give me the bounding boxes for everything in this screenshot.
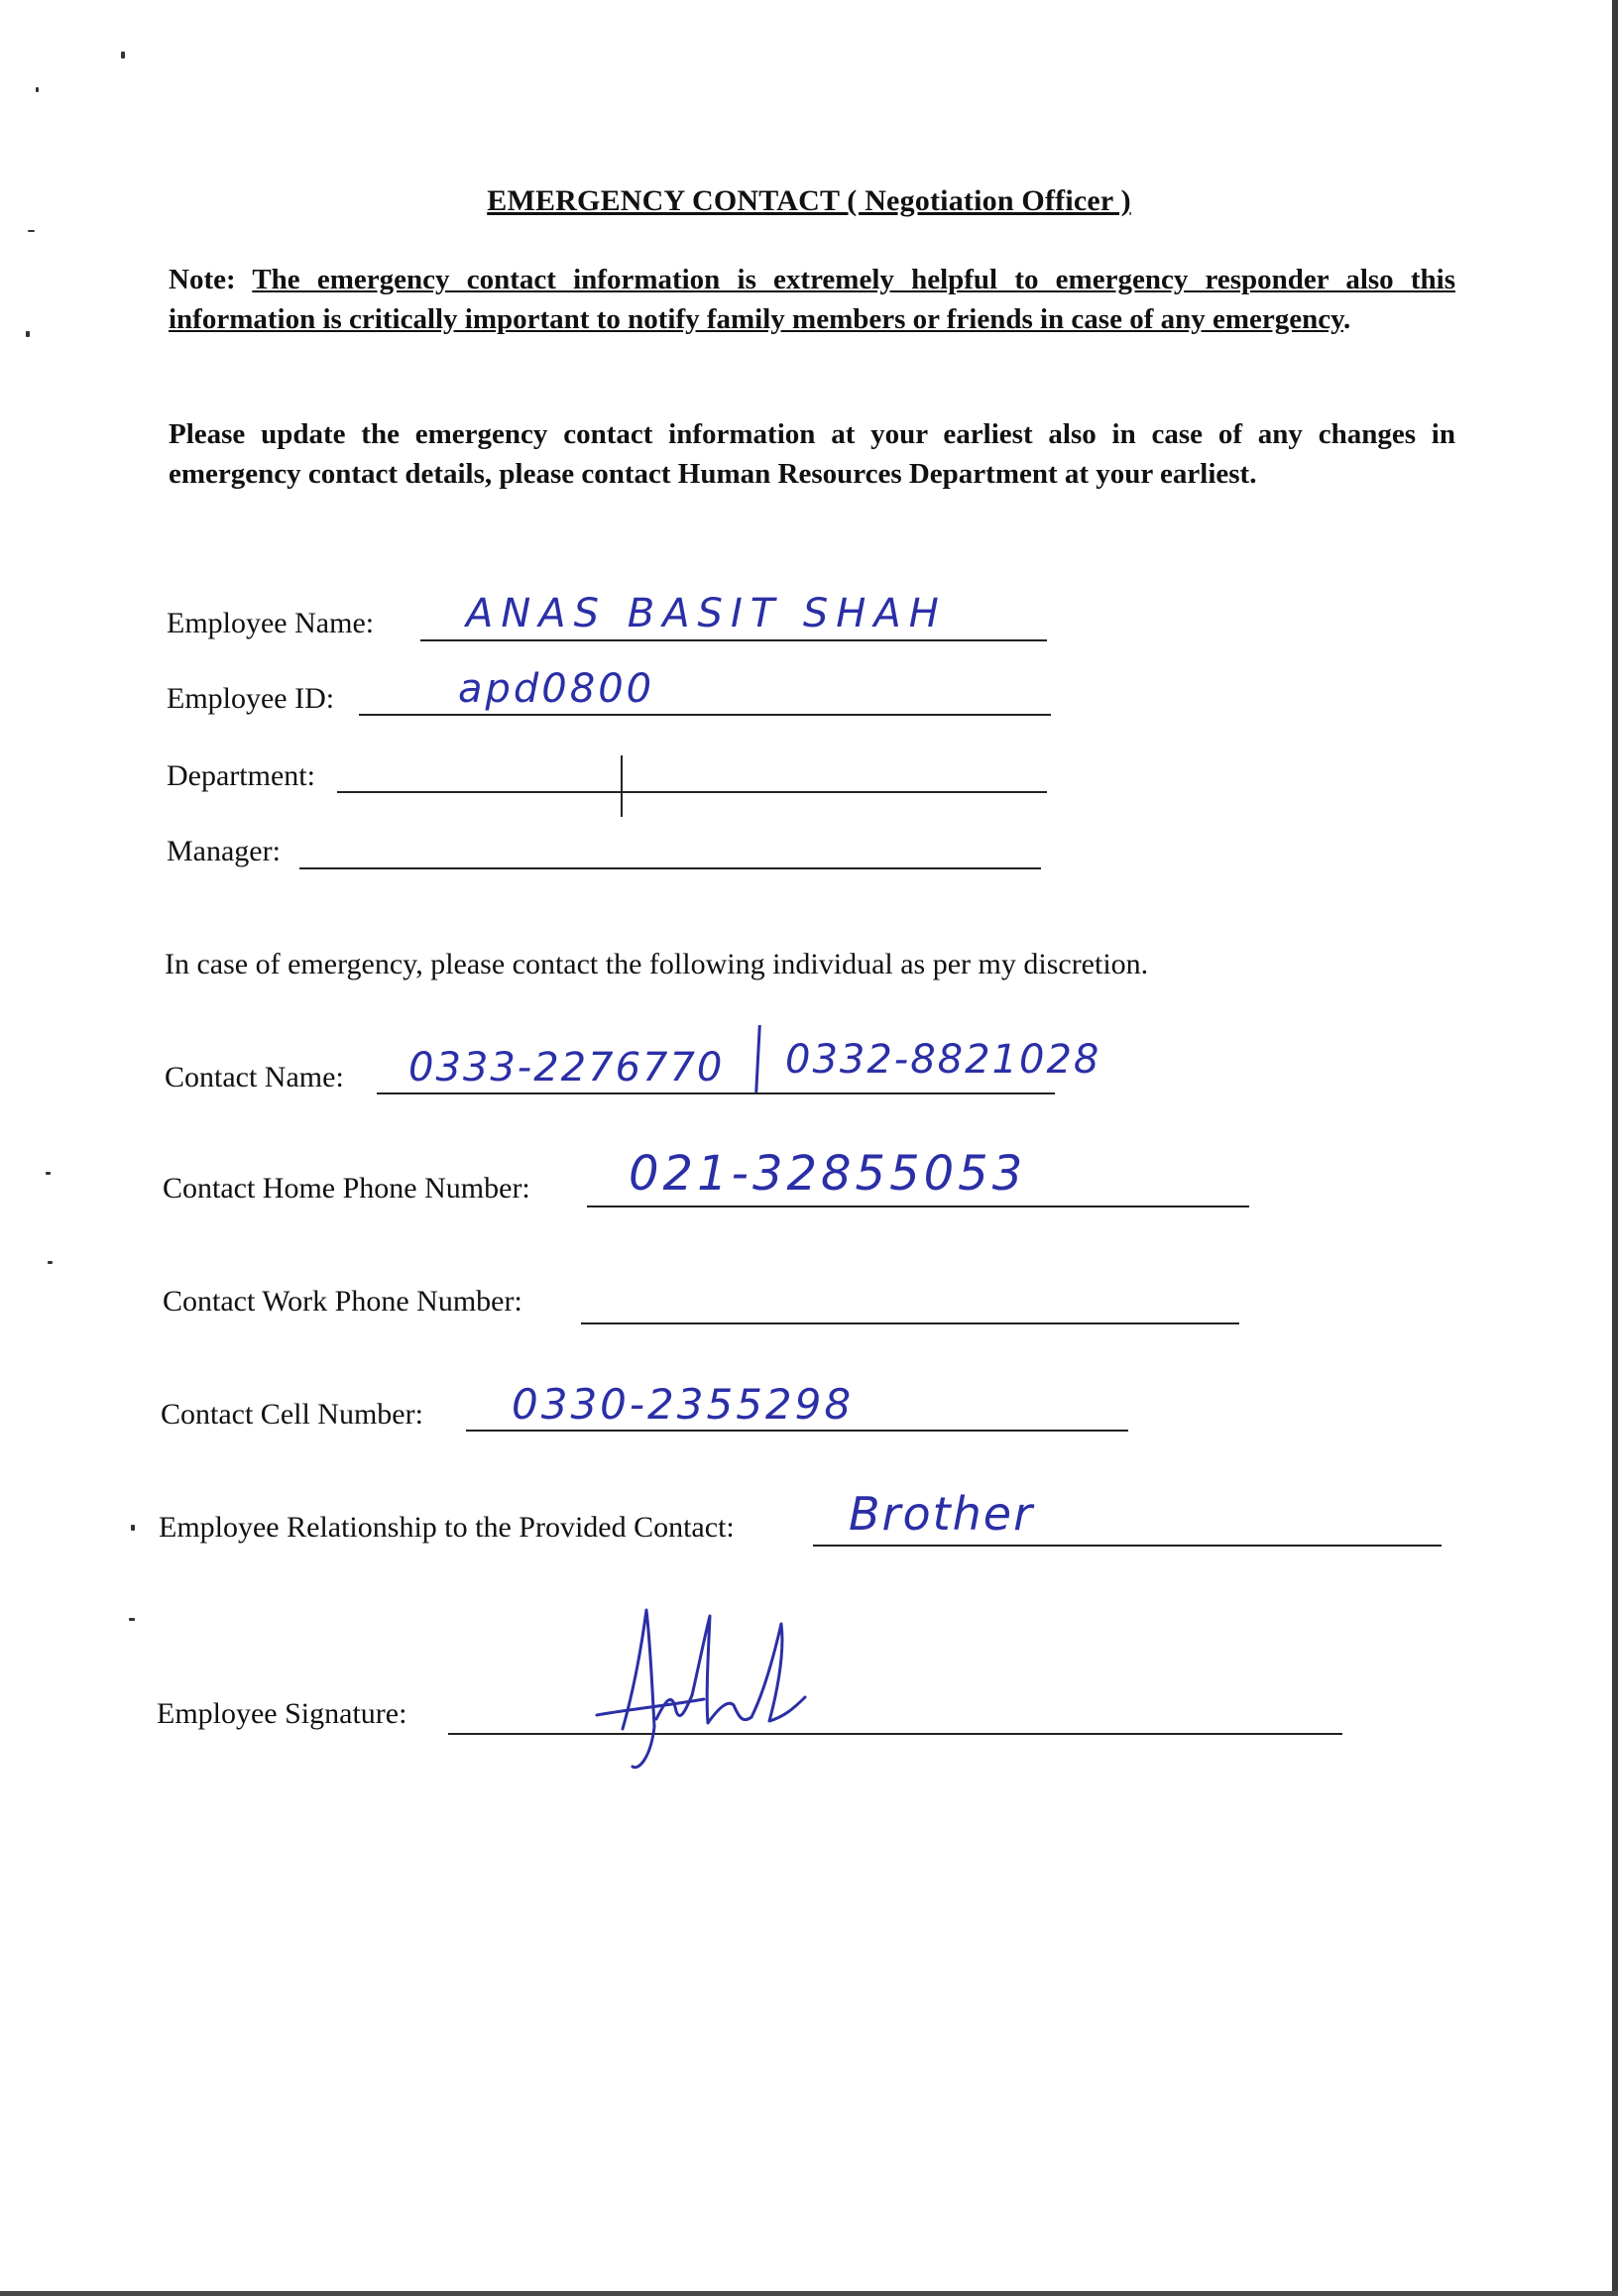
employee-name-field[interactable]: ANAS BASIT SHAH <box>466 591 947 636</box>
department-mark <box>621 755 623 817</box>
employee-signature-label: Employee Signature: <box>157 1697 407 1730</box>
contact-home-phone-field[interactable]: 021-32855053 <box>629 1146 1027 1202</box>
note-paragraph <box>169 260 1455 339</box>
contact-name-label: Contact Name: <box>165 1061 344 1093</box>
contact-name-line <box>377 1092 1055 1094</box>
note-label: Note: <box>169 264 236 295</box>
scan-edge-right <box>1612 0 1618 2296</box>
signature-stroke <box>656 1695 692 1719</box>
contact-home-phone-line <box>587 1205 1249 1207</box>
employee-name-label: Employee Name: <box>167 607 375 639</box>
form-title: EMERGENCY CONTACT ( Negotiation Officer ) <box>487 184 1131 217</box>
scan-edge-bottom <box>0 2291 1618 2296</box>
department-line <box>337 791 1047 793</box>
scan-speck <box>129 1618 135 1621</box>
scan-speck <box>121 52 125 58</box>
department-label: Department: <box>167 759 315 792</box>
manager-line <box>299 867 1041 869</box>
contact-work-phone-label: Contact Work Phone Number: <box>163 1285 522 1318</box>
emergency-instruction: In case of emergency, please contact the following individual as per my discretion. <box>165 948 1149 980</box>
scan-speck <box>26 331 30 337</box>
relationship-line <box>813 1545 1442 1547</box>
contact-work-phone-line <box>581 1322 1239 1324</box>
contact-name-field-1[interactable]: 0333-2276770 <box>408 1045 725 1091</box>
relationship-field[interactable]: Brother <box>849 1487 1035 1541</box>
signature-stroke <box>692 1616 751 1723</box>
contact-cell-number-label: Contact Cell Number: <box>161 1398 423 1431</box>
scan-speck <box>48 1261 53 1264</box>
update-instructions: Please update the emergency contact information at your earliest also in case of any changes in emergency contact details, please contact Human Resources Department at your earliest. <box>169 418 1455 490</box>
scan-speck <box>28 230 35 232</box>
contact-home-phone-label: Contact Home Phone Number: <box>163 1172 530 1205</box>
contact-name-field-2[interactable]: 0332-8821028 <box>785 1037 1101 1083</box>
contact-cell-number-field[interactable]: 0330-2355298 <box>512 1380 855 1429</box>
note-text: The emergency contact information is extremely helpful to emergency responder also this information is critically important to notify family members or friends in case of any emergency <box>169 264 1455 335</box>
employee-name-line <box>420 639 1047 641</box>
employee-signature[interactable] <box>581 1600 829 1779</box>
employee-id-label: Employee ID: <box>167 682 335 715</box>
scan-speck <box>46 1172 51 1175</box>
signature-stroke <box>751 1624 805 1721</box>
scan-speck <box>36 87 39 92</box>
relationship-label: Employee Relationship to the Provided Contact: <box>159 1511 735 1544</box>
contact-name-separator <box>754 1025 761 1092</box>
scan-speck <box>131 1525 135 1531</box>
manager-label: Manager: <box>167 835 281 867</box>
employee-id-field[interactable]: apd0800 <box>458 666 655 712</box>
contact-cell-number-line <box>466 1430 1128 1432</box>
signature-stroke <box>623 1610 654 1768</box>
employee-id-line <box>359 714 1051 716</box>
note-period: . <box>1343 303 1351 335</box>
